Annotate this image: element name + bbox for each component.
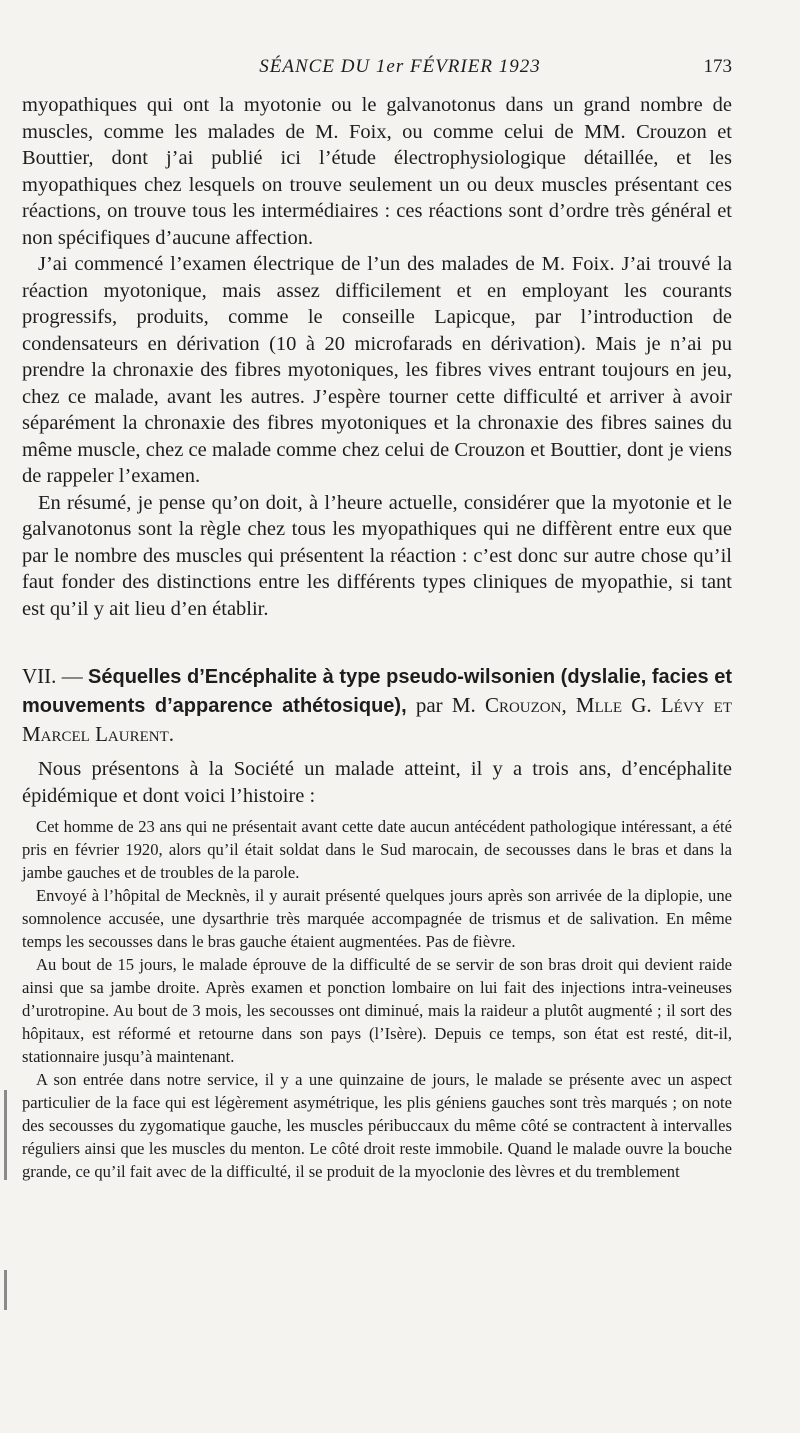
section-heading [22, 662, 732, 748]
scan-edge-mark [4, 1270, 7, 1310]
case-paragraph: A son entrée dans notre service, il y a une quinzaine de jours, le malade se présente avec un aspect particulier de la face qui est légèrement asymétrique, les plis géniens gauches sont très marqués ; on note des secousses du zygomatique gauche, les muscles péribuccaux du même côté se contractent à intervalles réguliers ainsi que les muscles du menton. Le côté droit reste immobile. Quand le malade ouvre la bouche grande, ce qu’il fait avec de la difficulté, il se produit de la myoclonie des lèvres et du tremblement [22, 1070, 732, 1181]
page-content [22, 92, 732, 1183]
paragraph-intro: Nous présentons à la Société un malade atteint, il y a trois ans, d’encéphalite épidémique et dont voici l’histoire : [22, 758, 732, 807]
section-title: Séquelles d’Encéphalite à type pseudo-wilsonien (dyslalie, facies et mouvements d’apparence athétosique), [22, 666, 732, 717]
case-paragraph: Au bout de 15 jours, le malade éprouve de la difficulté de se servir de son bras droit qui devient raide ainsi que sa jambe droite. Après examen et ponction lombaire on lui fait des injections intra-veineuses d’urotropine. Au bout de 3 mois, les secousses ont diminué, mais la raideur a plutôt augmenté ; il sort des hôpitaux, est réformé et retourne dans son pays (l’Isère). Depuis ce temps, son état est resté, dit-il, stationnaire jusqu’à maintenant. [22, 955, 732, 1066]
page-number: 173 [703, 56, 732, 77]
paragraph-summary: En résumé, je pense qu’on doit, à l’heure actuelle, considérer que la myotonie et le galvanotonus sont la règle chez tous les myopathiques qui ne diffèrent entre eux que par le nombre des muscles qui présentent la réaction : c’est donc sur autre chose qu’il faut fonder des distinctions entre les différents types cliniques de myopathie, si tant est qu’il y ait lieu d’en établir. [22, 491, 732, 620]
section-by: par M. [415, 693, 476, 717]
section-numeral: VII. — [22, 664, 83, 688]
case-history [22, 815, 732, 1183]
paragraph-electrical-exam: J’ai commencé l’examen électrique de l’un des malades de M. Foix. J’ai trouvé la réaction myotonique, mais assez difficilement et en employant les courants progressifs, produits, comme le conseille Lapicque, par l’introduction de condensateurs en dérivation (10 à 20 microfarads en dérivation). Mais je n’ai pu prendre la chronaxie des fibres myotoniques, les fibres vives entrant toujours en jeu, chez ce malade, avant les autres. J’espère tourner cette difficulté et arriver à avoir séparément la chronaxie des fibres myotoniques et la chronaxie des fibres saines du même muscle, chez ce malade comme chez celui de Crouzon et Bouttier, dont je viens de rappeler l’examen. [22, 253, 732, 487]
section-authors: Crouzon, Mlle G. Lévy et Marcel Laurent. [22, 693, 733, 746]
case-paragraph: Cet homme de 23 ans qui ne présentait avant cette date aucun antécédent pathologique intéressant, a été pris en février 1920, alors qu’il était soldat dans le Sud marocain, de secousses dans le bras et dans la jambe gauches et de troubles de la parole. [22, 817, 732, 882]
case-paragraph: Envoyé à l’hôpital de Mecknès, il y aurait présenté quelques jours après son arrivée de la diplopie, une somnolence accusée, une dysarthrie très marquée accompagnée de trismus et de salivation. En même temps les secousses dans le bras gauche étaient augmentées. Pas de fièvre. [22, 886, 732, 951]
running-title: SÉANCE DU 1er FÉVRIER 1923 [259, 56, 541, 77]
running-header [0, 56, 800, 86]
paragraph-continuation: myopathiques qui ont la myotonie ou le galvanotonus dans un grand nombre de muscles, comme les malades de M. Foix, ou comme celui de MM. Crouzon et Bouttier, dont j’ai publié ici l’étude électrophysiologique détaillée, et les myopathiques chez lesquels on trouve seulement un ou deux muscles présentant ces réactions, on trouve tous les intermédiaires : ces réactions sont d’ordre très général et non spécifiques d’aucune affection. [22, 94, 732, 249]
scan-edge-mark [4, 1090, 7, 1180]
